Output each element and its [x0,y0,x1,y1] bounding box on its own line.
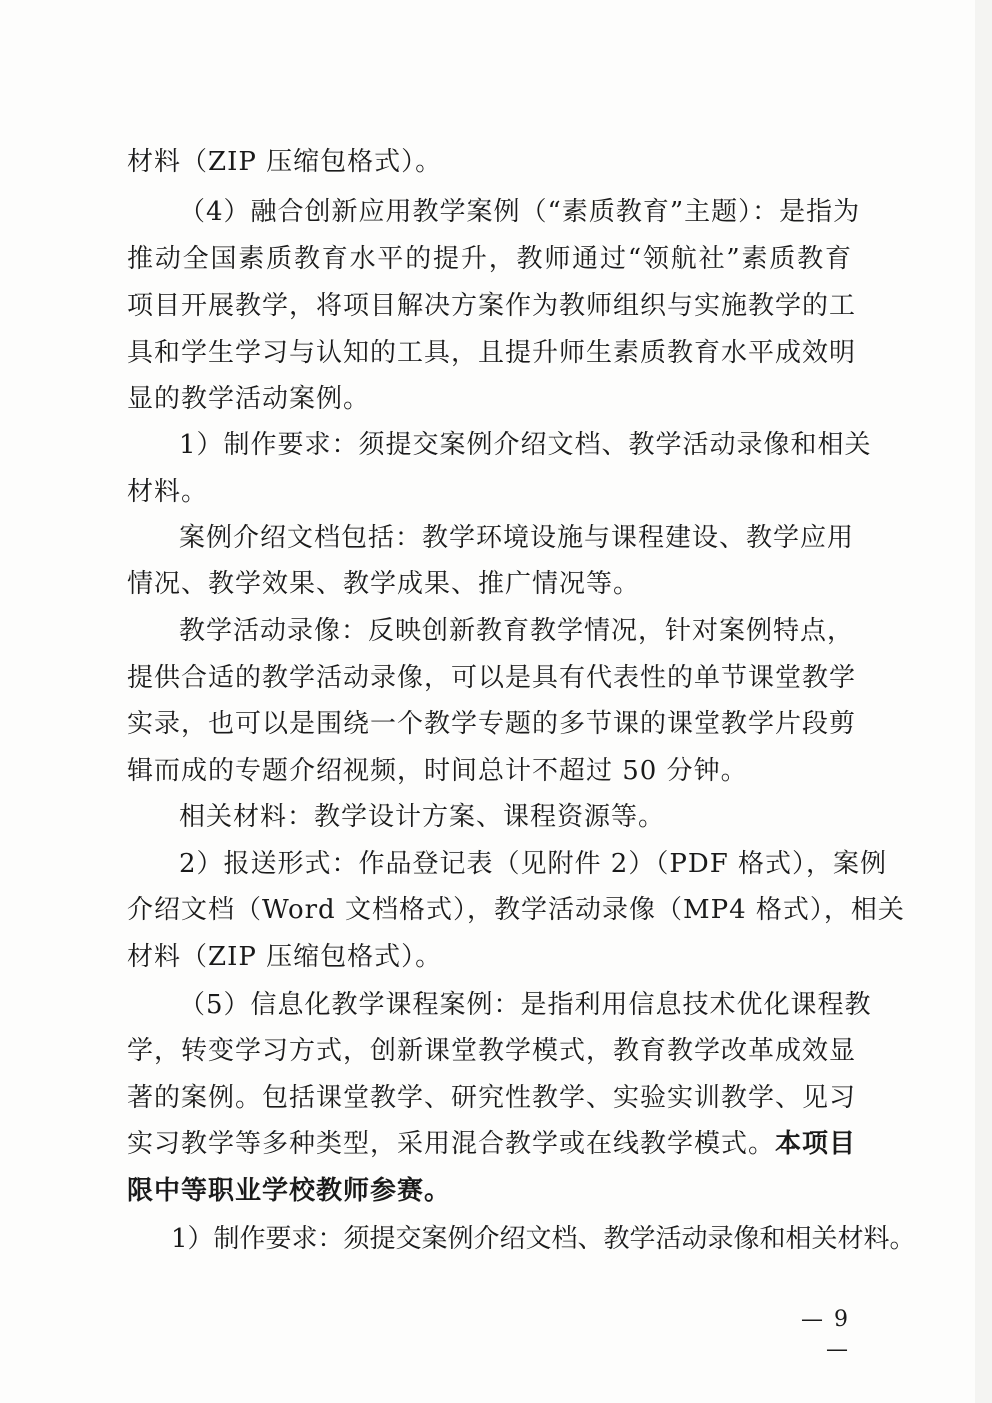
text-line: 辑而成的专题介绍视频，时间总计不超过 50 分钟。 [127,756,748,786]
text-line [127,1127,857,1161]
text-line: 材料。 [127,477,209,507]
text-line: 案例介绍文档包括：教学环境设施与课程建设、教学应用 [179,523,855,553]
page-number: — 9 — [801,1307,850,1362]
text-line: 提供合适的教学活动录像，可以是具有代表性的单节课堂教学 [127,663,857,693]
text-line: 2）报送形式：作品登记表（见附件 2）（PDF 格式），案例 [179,849,887,879]
bold-text-segment: 本项目 [775,1129,857,1159]
bold-text-line: 限中等职业学校教师参赛。 [127,1176,452,1206]
text-line: 著的案例。包括课堂教学、研究性教学、实验实训教学、见习 [127,1083,857,1113]
text-line: 材料（ZIP 压缩包格式）。 [127,942,443,972]
text-line: 显的教学活动案例。 [127,384,371,414]
text-segment: 实习教学等多种类型，采用混合教学或在线教学模式。 [127,1129,776,1159]
scan-edge [975,0,992,1403]
text-line: 项目开展教学，将项目解决方案作为教师组织与实施教学的工 [127,291,857,321]
text-line: 学，转变学习方式，创新课堂教学模式，教育教学改革成效显 [127,1036,857,1066]
text-line: 介绍文档（Word 文档格式），教学活动录像（MP4 格式），相关 [127,895,905,925]
text-line: 材料（ZIP 压缩包格式）。 [127,147,443,177]
text-line: 1）制作要求：须提交案例介绍文档、教学活动录像和相关材料。 [171,1224,916,1254]
text-line: （4）融合创新应用教学案例（“素质教育”主题）：是指为 [179,197,861,227]
text-line: 相关材料：教学设计方案、课程资源等。 [179,802,666,832]
text-line: （5）信息化教学课程案例：是指利用信息技术优化课程教 [179,990,872,1020]
text-line: 1）制作要求：须提交案例介绍文档、教学活动录像和相关 [179,430,872,460]
text-line: 推动全国素质教育水平的提升，教师通过“领航社”素质教育 [127,244,852,274]
text-line: 教学活动录像：反映创新教育教学情况，针对案例特点， [179,616,855,646]
text-line: 实录，也可以是围绕一个教学专题的多节课的课堂教学片段剪 [127,709,857,739]
text-line: 具和学生学习与认知的工具，且提升师生素质教育水平成效明 [127,338,857,368]
text-line: 情况、教学效果、教学成果、推广情况等。 [127,569,641,599]
